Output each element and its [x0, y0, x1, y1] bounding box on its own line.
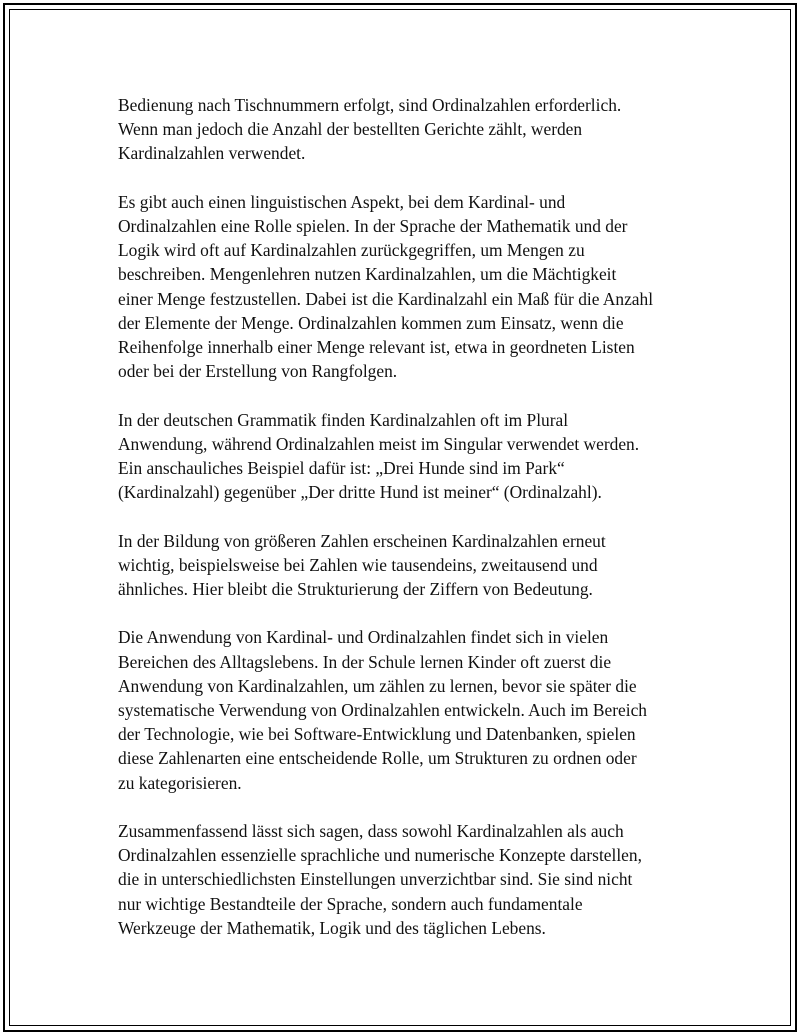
paragraph: Zusammenfassend lässt sich sagen, dass sowohl Kardinalzahlen als auch Ordinalzahlen essenzielle sprachliche und numerische Konzepte darstellen, die in unterschiedlichsten Einstellungen unverzichtbar sind. Sie sind nicht nur wichtige Bestandteile der Sprache, sondern auch fundamentale Werkzeuge der Mathematik, Logik und des täglichen Lebens.: [118, 821, 642, 938]
paragraph: In der deutschen Grammatik finden Kardinalzahlen oft im Plural Anwendung, während Ordinalzahlen meist im Singular verwendet werden. Ein anschauliches Beispiel dafür ist: „Drei Hunde sind im Park“ (Kardinalzahl) gegenüber „Der dritte Hund ist meiner“ (Ordinalzahl).: [118, 409, 640, 503]
paragraph: Bedienung nach Tischnummern erfolgt, sind Ordinalzahlen erforderlich. Wenn man jedoch die Anzahl der bestellten Gerichte zählt, werden Kardinalzahlen verwendet.: [118, 95, 622, 164]
paragraph: In der Bildung von größeren Zahlen erscheinen Kardinalzahlen erneut wichtig, beispielsweise bei Zahlen wie tausendeins, zweitausend und ähnliches. Hier bleibt die Strukturierung der Ziffern von Bedeutung.: [118, 530, 606, 600]
paragraph: Es gibt auch einen linguistischen Aspekt, bei dem Kardinal- und Ordinalzahlen eine Rolle spielen. In der Sprache der Mathematik und der Logik wird oft auf Kardinalzahlen zurückgegriffen, um Mengen zu beschreiben. Mengenlehren nutzen Kardinalzahlen, um die Mächtigkeit einer Menge festzustellen. Dabei ist die Kardinalzahl ein Maß für die Anzahl der Elemente der Menge. Ordinalzahlen kommen zum Einsatz, wenn die Reihenfolge innerhalb einer Menge relevant ist, etwa in geordneten Listen oder bei der Erstellung von Rangfolgen.: [118, 191, 654, 382]
paragraph: Die Anwendung von Kardinal- und Ordinalzahlen findet sich in vielen Bereichen des Alltagslebens. In der Schule lernen Kinder oft zuerst die Anwendung von Kardinalzahlen, um zählen zu lernen, bevor sie später die systematische Verwendung von Ordinalzahlen entwickeln. Auch im Bereich der Technologie, wie bei Software-Entwicklung und Datenbanken, spielen diese Zahlenarten eine entscheidende Rolle, um Strukturen zu ordnen oder zu kategorisieren.: [118, 627, 647, 793]
document-body: [118, 93, 698, 964]
